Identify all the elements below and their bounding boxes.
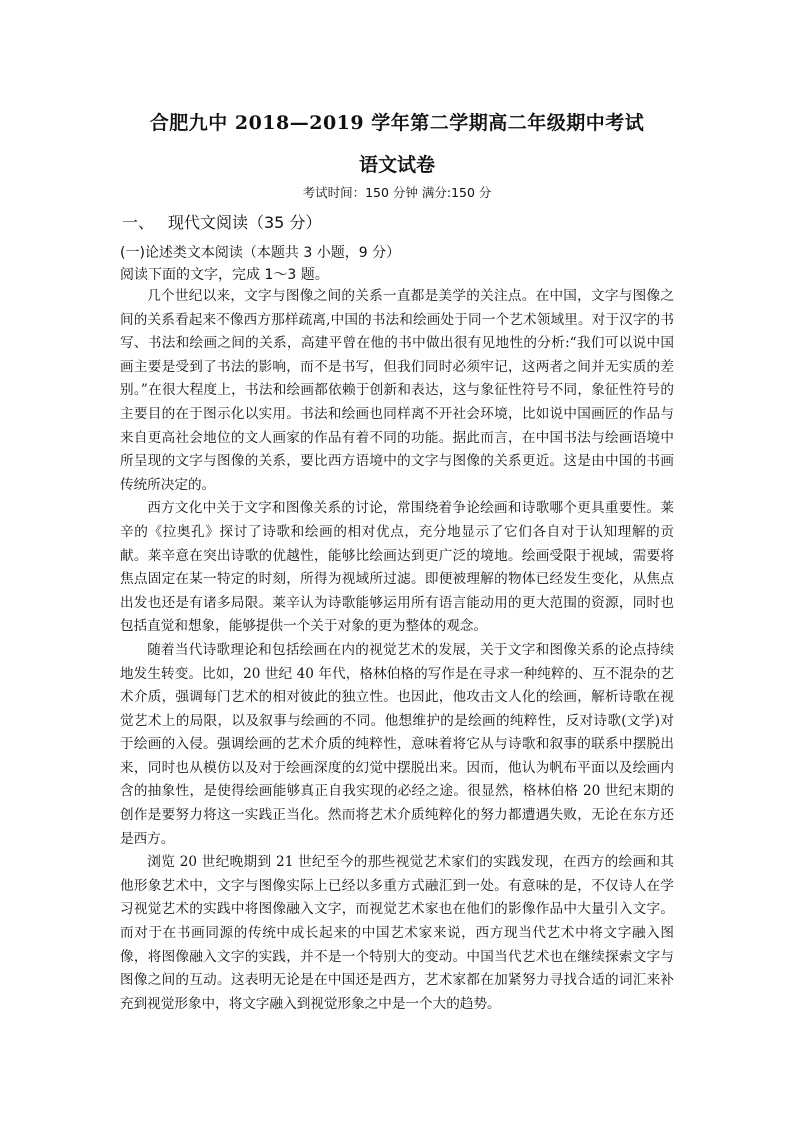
reading-passage [120, 285, 674, 1016]
exam-subtitle: 语文试卷 [358, 154, 435, 176]
exam-info: 考试时间：150 分钟 满分:150 分 [302, 185, 492, 200]
exam-title: 合肥九中 2018—2019 学年第二学期高二年级期中考试 [149, 112, 645, 134]
section-heading [122, 210, 321, 233]
section-title: 现代文阅读（35 分） [168, 213, 322, 232]
subsection-title: (一)论述类文本阅读（本题共 3 小题，9 分） [120, 245, 401, 261]
passage-paragraph-3: 随着当代诗歌理论和包括绘画在内的视觉艺术的发展，关于文字和图像关系的论点持续地发生转变。比如，20 世纪 40 年代，格林伯格的写作是在寻求一种纯粹的、互不混杂的艺术介质，强调每门艺术的相对彼此的独立性。也因此，他攻击文人化的绘画，解析诗歌在视觉艺术上的局限，以及叙事与绘画的不同。他想维护的是绘画的纯粹性，反对诗歌(文学)对于绘画的入侵。强调绘画的艺术介质的纯粹性，意味着将它从与诗歌和叙事的联系中摆脱出来，同时也从模仿以及对于绘画深度的幻觉中摆脱出来。因而，他认为帆布平面以及绘画内含的抽象性，是使得绘画能够真正自我实现的必经之途。很显然，格林伯格 20 世纪末期的创作是要努力将这一实践正当化。然而将艺术介质纯粹化的努力都遭遇失败，无论在东方还是西方。 [120, 641, 674, 847]
reading-instruction: 阅读下面的文字，完成 1～3 题。 [120, 267, 329, 283]
passage-paragraph-4: 浏览 20 世纪晚期到 21 世纪至今的那些视觉艺术家们的实践发现，在西方的绘画和其他形象艺术中，文字与图像实际上已经以多重方式融汇到一处。有意味的是，不仅诗人在学习视觉艺术的实践中将图像融入文字，而视觉艺术家也在他们的影像作品中大量引入文字。而对于在书画同源的传统中成长起来的中国艺术家来说，西方现当代艺术中将文字融入图像，将图像融入文字的实践，并不是一个特别大的变动。中国当代艺术也在继续探索文字与图像之间的互动。这表明无论是在中国还是西方，艺术家都在加紧努力寻找合适的词汇来补充到视觉形象中，将文字融入到视觉形象之中是一个大的趋势。 [120, 854, 674, 1012]
passage-paragraph-1: 几个世纪以来，文字与图像之间的关系一直都是美学的关注点。在中国，文字与图像之间的关系看起来不像西方那样疏离,中国的书法和绘画处于同一个艺术领域里。对于汉字的书写、书法和绘画之间的关系，高建平曾在他的书中做出很有见地性的分析:“我们可以说中国画主要是受到了书法的影响，而不是书写，但我们同时必须牢记，这两者之间并无实质的差别。”在很大程度上，书法和绘画都依赖于创新和表达，这与象征性符号不同，象征性符号的主要目的在于图示化以实用。书法和绘画也同样离不开社会环境，比如说中国画匠的作品与来自更高社会地位的文人画家的作品有着不同的功能。据此而言，在中国书法与绘画语境中所呈现的文字与图像的关系，要比西方语境中的文字与图像的关系更近。这是由中国的书画传统所决定的。 [120, 288, 674, 493]
section-number: 一、 [122, 213, 155, 232]
passage-paragraph-2: 西方文化中关于文字和图像关系的讨论，常围绕着争论绘画和诗歌哪个更具重要性。莱辛的《拉奥孔》探讨了诗歌和绘画的相对优点，充分地显示了它们各自对于认知理解的贡献。莱辛意在突出诗歌的优越性，能够比绘画达到更广泛的境地。绘画受限于视域，需要将焦点固定在某一特定的时刻，所得为视域所过滤。即便被理解的物体已经发生变化，从焦点出发也还是有诸多局限。莱辛认为诗歌能够运用所有语言能动用的更大范围的资源，同时也包括直觉和想象，能够提供一个关于对象的更为整体的观念。 [120, 500, 674, 635]
